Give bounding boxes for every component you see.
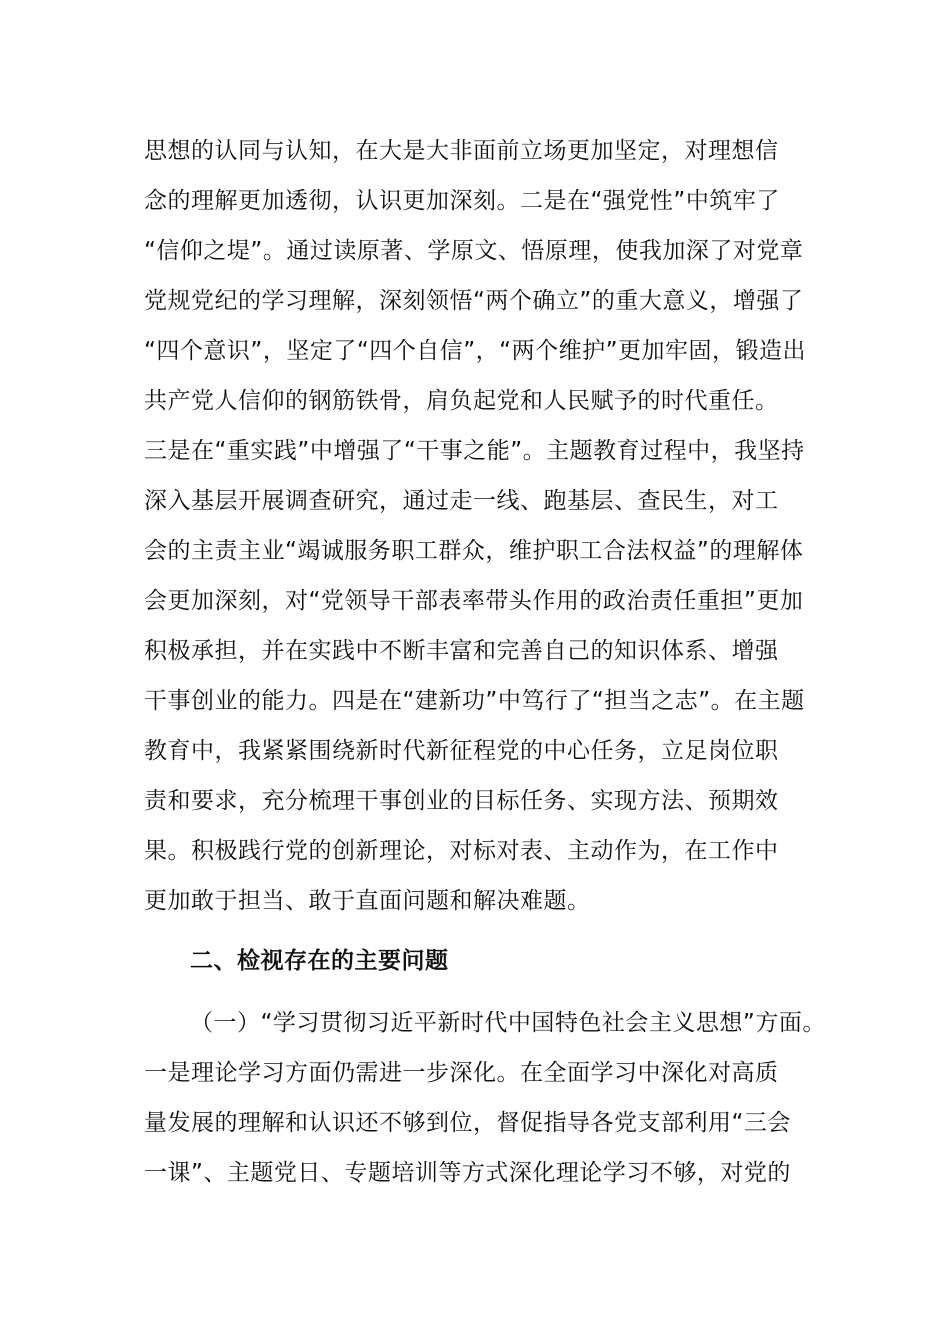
text-line: 三是在“重实践”中增强了“干事之能”。主题教育过程中，我坚持 bbox=[144, 438, 805, 464]
text-line: 念的理解更加透彻，认识更加深刻。二是在“强党性”中筑牢了 bbox=[144, 188, 780, 214]
section-heading: 二、检视存在的主要问题 bbox=[190, 948, 449, 974]
text-line: 会的主责主业“竭诚服务职工群众，维护职工合法权益”的理解体 bbox=[144, 538, 804, 564]
text-line: 责和要求，充分梳理干事创业的目标任务、实现方法、预期效 bbox=[144, 788, 779, 814]
text-line: 果。积极践行党的创新理论，对标对表、主动作为，在工作中 bbox=[144, 838, 779, 864]
text-line: （一）“学习贯彻习近平新时代中国特色社会主义思想”方面。 bbox=[190, 1010, 826, 1036]
text-line: 共产党人信仰的钢筋铁骨，肩负起党和人民赋予的时代重任。 bbox=[144, 388, 779, 414]
text-line: “四个意识”，坚定了“四个自信”，“两个维护”更加牢固，锻造出 bbox=[144, 338, 806, 364]
text-line: 更加敢于担当、敢于直面问题和解决难题。 bbox=[144, 888, 591, 914]
text-line: 党规党纪的学习理解，深刻领悟“两个确立”的重大意义，增强了 bbox=[144, 288, 804, 314]
text-line: 一是理论学习方面仍需进一步深化。在全面学习中深化对高质 bbox=[144, 1060, 779, 1086]
text-line: 一课”、主题党日、专题培训等方式深化理论学习不够，对党的 bbox=[144, 1160, 791, 1186]
text-line: 会更加深刻，对“党领导干部表率带头作用的政治责任重担”更加 bbox=[144, 588, 804, 614]
text-line: 思想的认同与认知，在大是大非面前立场更加坚定，对理想信 bbox=[144, 138, 779, 164]
text-line: 量发展的理解和认识还不够到位，督促指导各党支部利用“三会 bbox=[144, 1110, 791, 1136]
text-line: 深入基层开展调查研究，通过走一线、跑基层、查民生，对工 bbox=[144, 488, 779, 514]
text-line: 干事创业的能力。四是在“建新功”中笃行了“担当之志”。在主题 bbox=[144, 688, 805, 714]
text-line: “信仰之堤”。通过读原著、学原文、悟原理，使我加深了对党章 bbox=[144, 238, 804, 264]
text-line: 教育中，我紧紧围绕新时代新征程党的中心任务，立足岗位职 bbox=[144, 738, 779, 764]
text-line: 积极承担，并在实践中不断丰富和完善自己的知识体系、增强 bbox=[144, 638, 779, 664]
